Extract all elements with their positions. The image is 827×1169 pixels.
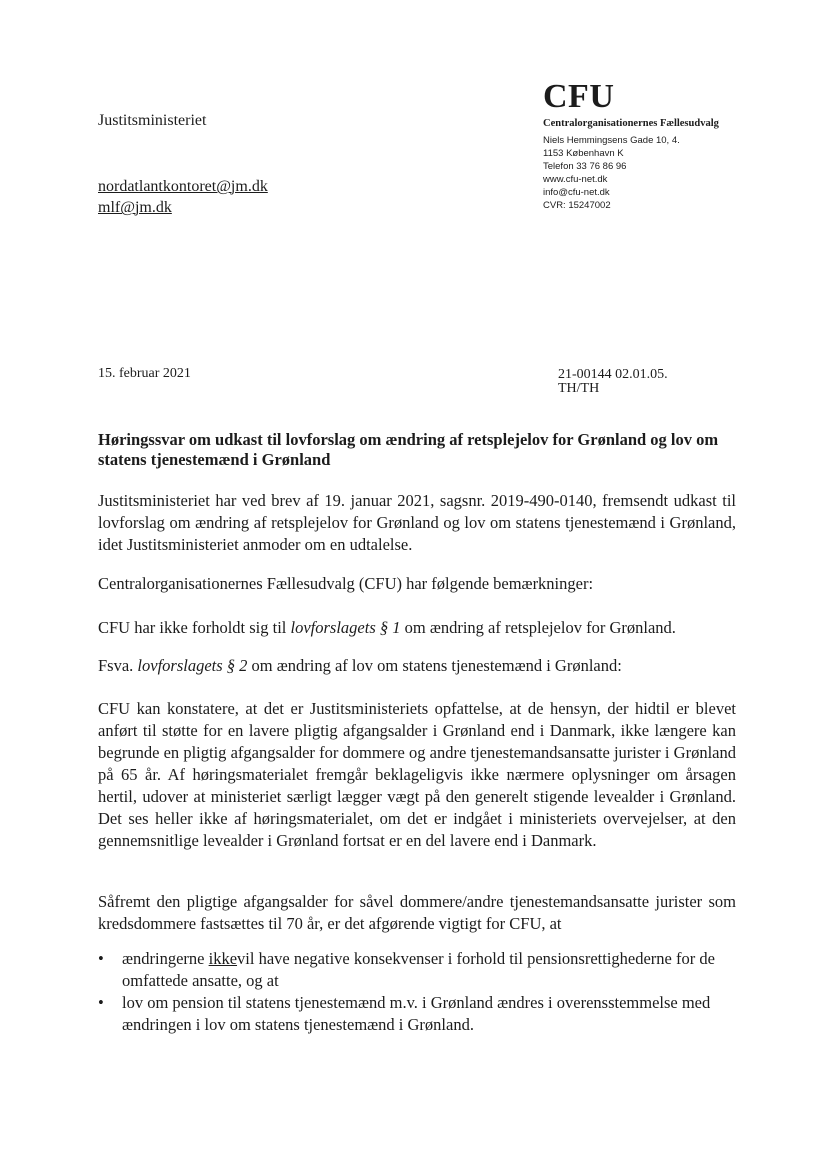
sender-city: 1153 København K	[543, 148, 624, 159]
conditions-list	[98, 948, 736, 1036]
list-item	[98, 948, 736, 992]
reference-block	[558, 368, 668, 396]
paragraph-intro: Justitsministeriet har ved brev af 19. januar 2021, sagsnr. 2019-490-0140, fremsendt udkast til lovforslag om ændring af retsplejelov for Grønland og lov om statens tjenestemænd i Grønland, idet Justitsministeriet anmoder om en udtalelse.	[98, 491, 736, 554]
bullet-icon: •	[98, 993, 104, 1012]
case-number: 21-00144 02.01.05.	[558, 367, 668, 382]
sender-org-name: Centralorganisationernes Fællesudvalg	[543, 118, 719, 129]
paragraph-section-1	[98, 617, 736, 639]
letter-date: 15. februar 2021	[98, 366, 191, 381]
sender-cvr: CVR: 15247002	[543, 200, 611, 211]
p4-italic-reference: lovforslagets § 2	[137, 656, 248, 675]
paragraph-assessment: CFU kan konstatere, at det er Justitsministeriets opfattelse, at de hensyn, der hidtil er blevet anført til støtte for en lavere pligtig afgangsalder i Grønland end i Danmark, ikke længere kan begrunde en pligtig afgangsalder for dommere og andre tjenestemandsansatte jurister i Grønland på 65 år. Af høringsmaterialet fremgår beklageligvis ikke nærmere oplysninger om årsagen hertil, udover at ministeriet særligt lægger vægt på den generelt stigende levealder i Grønland. Det ses heller ikke af høringsmaterialet, om det er indgået i ministeriets overvejelser, at den gennemsnitlige levealder i Grønland fortsat er en del lavere end i Danmark.	[98, 699, 736, 850]
sender-phone: Telefon 33 76 86 96	[543, 161, 627, 172]
sender-address: Niels Hemmingsens Gade 10, 4.	[543, 135, 680, 146]
paragraph-section-2	[98, 655, 736, 677]
email-link-nordatlantkontoret[interactable]: nordatlantkontoret@jm.dk	[98, 178, 268, 195]
paragraph-remarks: Centralorganisationernes Fællesudvalg (CFU) har følgende bemærkninger:	[98, 574, 594, 593]
paragraph-conditions: Såfremt den pligtige afgangsalder for såvel dommere/andre tjenestemandsansatte jurister som kredsdommere fastsættes til 70 år, er det afgørende vigtigt for CFU, at	[98, 892, 736, 933]
recipient: Justitsministeriet	[98, 112, 207, 129]
p4-text-before: Fsva.	[98, 656, 138, 675]
letter-heading: Høringssvar om udkast til lovforslag om ændring af retsplejelov for Grønland og lov om statens tjenestemænd i Grønland	[98, 430, 719, 469]
sender-contact-block	[543, 134, 680, 212]
p3-text-after: om ændring af retsplejelov for Grønland.	[400, 618, 676, 637]
initials: TH/TH	[558, 381, 600, 396]
sender-email: info@cfu-net.dk	[543, 187, 610, 198]
sender-web: www.cfu-net.dk	[543, 174, 608, 185]
bullet-text-before: ændringerne	[122, 949, 209, 968]
bullet-underlined-word: ikke	[208, 949, 238, 968]
bullet-icon: •	[98, 949, 104, 968]
p3-italic-reference: lovforslagets § 1	[290, 618, 401, 637]
cfu-logo: CFU	[543, 78, 615, 115]
email-link-mlf[interactable]: mlf@jm.dk	[98, 199, 172, 216]
recipient-emails	[98, 176, 268, 218]
list-item	[98, 992, 736, 1036]
p4-text-after: om ændring af lov om statens tjenestemænd i Grønland:	[247, 656, 622, 675]
bullet-text-after: vil have negative konsekvenser i forhold til pensionsrettighederne for de omfattede ansatte, og at	[122, 949, 715, 990]
bullet-text-before: lov om pension til statens tjenestemænd m.v. i Grønland ændres i overensstemmelse med ændringen i lov om statens tjenestemænd i Grønland.	[122, 993, 711, 1034]
p3-text-before: CFU har ikke forholdt sig til	[98, 618, 291, 637]
